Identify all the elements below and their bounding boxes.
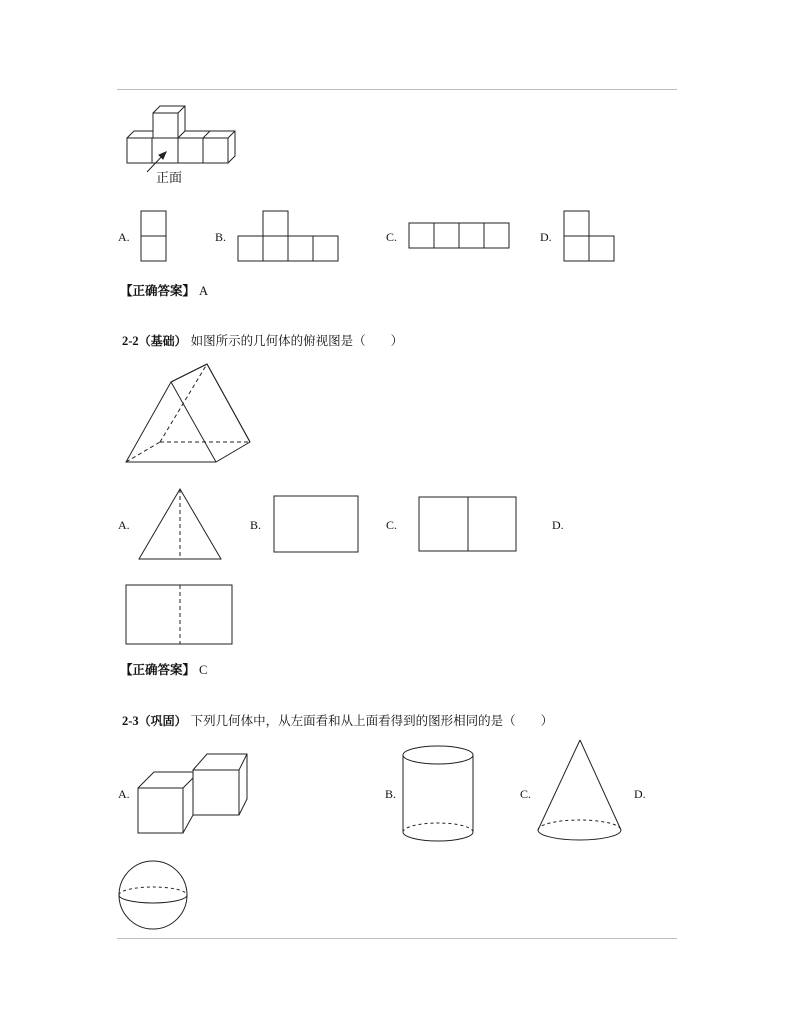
q3-option-c-figure: [536, 738, 624, 844]
q2-stem-line: [122, 331, 403, 349]
q1-option-c-figure: [408, 222, 512, 249]
front-label: 正面: [156, 171, 183, 186]
q3-option-b-label: B.: [385, 787, 397, 801]
q2-option-d-label: D.: [552, 518, 564, 532]
q1-option-a-label: A.: [118, 230, 130, 244]
q2-option-b-label: B.: [250, 518, 262, 532]
q2-option-b-figure: [273, 495, 359, 553]
q3-option-d-label: D.: [634, 787, 646, 801]
bottom-divider: [117, 938, 677, 939]
q1-option-b-label: B.: [215, 230, 227, 244]
question-stem: 下列几何体中，从左面看和从上面看得到的图形相同的是（ ）: [190, 713, 554, 728]
answer-tag: 【正确答案】: [120, 662, 196, 677]
cube-stack-figure: [120, 100, 250, 190]
q1-option-d-figure: [563, 210, 617, 262]
q2-option-a-figure: [138, 488, 222, 560]
question-level: （基础）: [138, 334, 187, 348]
question-stem: 如图所示的几何体的俯视图是（ ）: [190, 333, 404, 348]
q2-option-c-figure: [418, 496, 518, 552]
q1-option-b-figure: [237, 210, 341, 262]
answer-value: C: [199, 663, 208, 677]
q1-option-a-figure: [140, 210, 167, 262]
answer-value: A: [199, 284, 209, 298]
q3-option-b-figure: [401, 745, 475, 843]
q2-option-c-label: C.: [386, 518, 398, 532]
q2-option-a-label: A.: [118, 518, 130, 532]
q3-stem-line: [122, 711, 553, 729]
q2-answer-line: [120, 660, 207, 678]
question-number: 2-2: [122, 334, 139, 348]
question-level: （巩固）: [138, 714, 187, 728]
answer-tag: 【正确答案】: [120, 283, 196, 298]
q1-option-d-label: D.: [540, 230, 552, 244]
question-number: 2-3: [122, 714, 139, 728]
q3-option-a-figure: [136, 752, 252, 836]
q3-option-a-label: A.: [118, 787, 130, 801]
q3-option-c-label: C.: [520, 787, 532, 801]
q1-answer-line: [120, 281, 208, 299]
q1-option-c-label: C.: [386, 230, 398, 244]
triangular-prism-figure: [124, 362, 254, 466]
q2-option-d-figure: [125, 584, 235, 646]
top-divider: [117, 89, 677, 90]
q3-option-d-figure: [117, 859, 189, 931]
